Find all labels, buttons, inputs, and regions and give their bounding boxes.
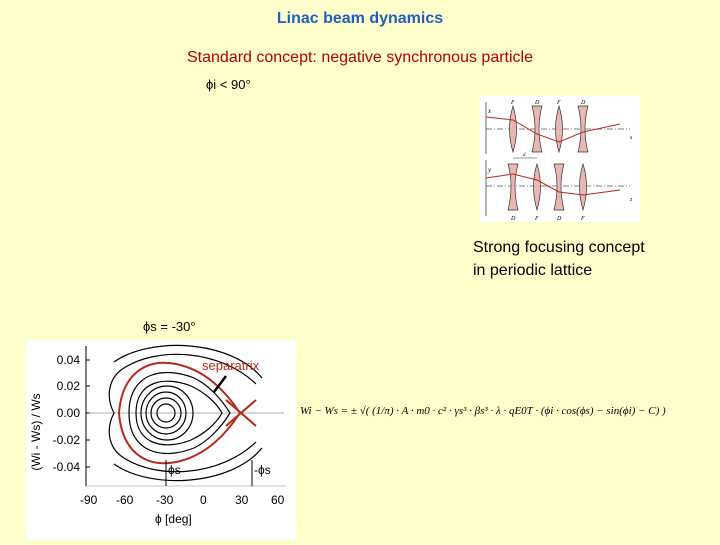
x-tick-6: 60 xyxy=(271,493,285,507)
y-axis-label: (Wi - Ws) / Ws xyxy=(29,393,43,471)
synchronous-phase-label: ϕs = -30° xyxy=(143,319,196,334)
lens-label-bottom-3: D xyxy=(557,216,562,222)
phase-condition: ϕi < 90° xyxy=(206,77,251,92)
x-tick-5: 30 xyxy=(235,493,249,507)
caption-line-1: Strong focusing concept xyxy=(473,239,645,256)
x-tick-2: -60 xyxy=(116,493,134,507)
lattice-diagram xyxy=(480,96,640,227)
x-ticks xyxy=(70,493,300,511)
axis-s-label: s xyxy=(630,135,633,141)
y-tick-3: 0.00 xyxy=(56,406,80,420)
axis-z-label: z xyxy=(630,197,633,203)
y-tick-5: -0.04 xyxy=(52,460,80,474)
phis-marker-label: ϕs xyxy=(168,463,181,477)
caption-line-2: in periodic lattice xyxy=(473,262,593,279)
x-axis-label: ϕ [deg] xyxy=(155,512,192,526)
lens-label-top-3: F xyxy=(557,100,561,106)
lens-label-bottom-2: F xyxy=(535,216,539,222)
y-tick-1: 0.04 xyxy=(56,353,80,367)
subtitle: Standard concept: negative synchronous particle xyxy=(187,49,533,66)
energy-formula: Wi − Ws = ± √( (1/π) · A · m0 · c² · γs³ · βs³ · λ · qE0T · (ϕi · cos(ϕs) − sin(ϕi) − C) ) xyxy=(300,405,666,417)
lens-label-top-1: F xyxy=(511,100,515,106)
page-title: Linac beam dynamics xyxy=(276,10,444,27)
lens-label-top-2: D xyxy=(535,100,540,106)
x-tick-3: -30 xyxy=(156,493,174,507)
caption xyxy=(473,236,713,282)
y-tick-2: 0.02 xyxy=(56,379,80,393)
axis-x-label: x xyxy=(488,107,492,115)
phis-right-marker-label: -ϕs xyxy=(254,463,271,477)
x-tick-4: 0 xyxy=(200,493,207,507)
lens-label-top-4: D xyxy=(581,100,586,106)
lens-label-bottom-1: D xyxy=(511,216,516,222)
x-tick-1: -90 xyxy=(80,493,98,507)
y-tick-4: -0.02 xyxy=(52,433,80,447)
separatrix-label: separatrix xyxy=(202,358,260,373)
lens-label-bottom-4: F xyxy=(581,216,585,222)
axis-y-label: y xyxy=(488,166,492,174)
spacing-label: d xyxy=(523,153,526,158)
